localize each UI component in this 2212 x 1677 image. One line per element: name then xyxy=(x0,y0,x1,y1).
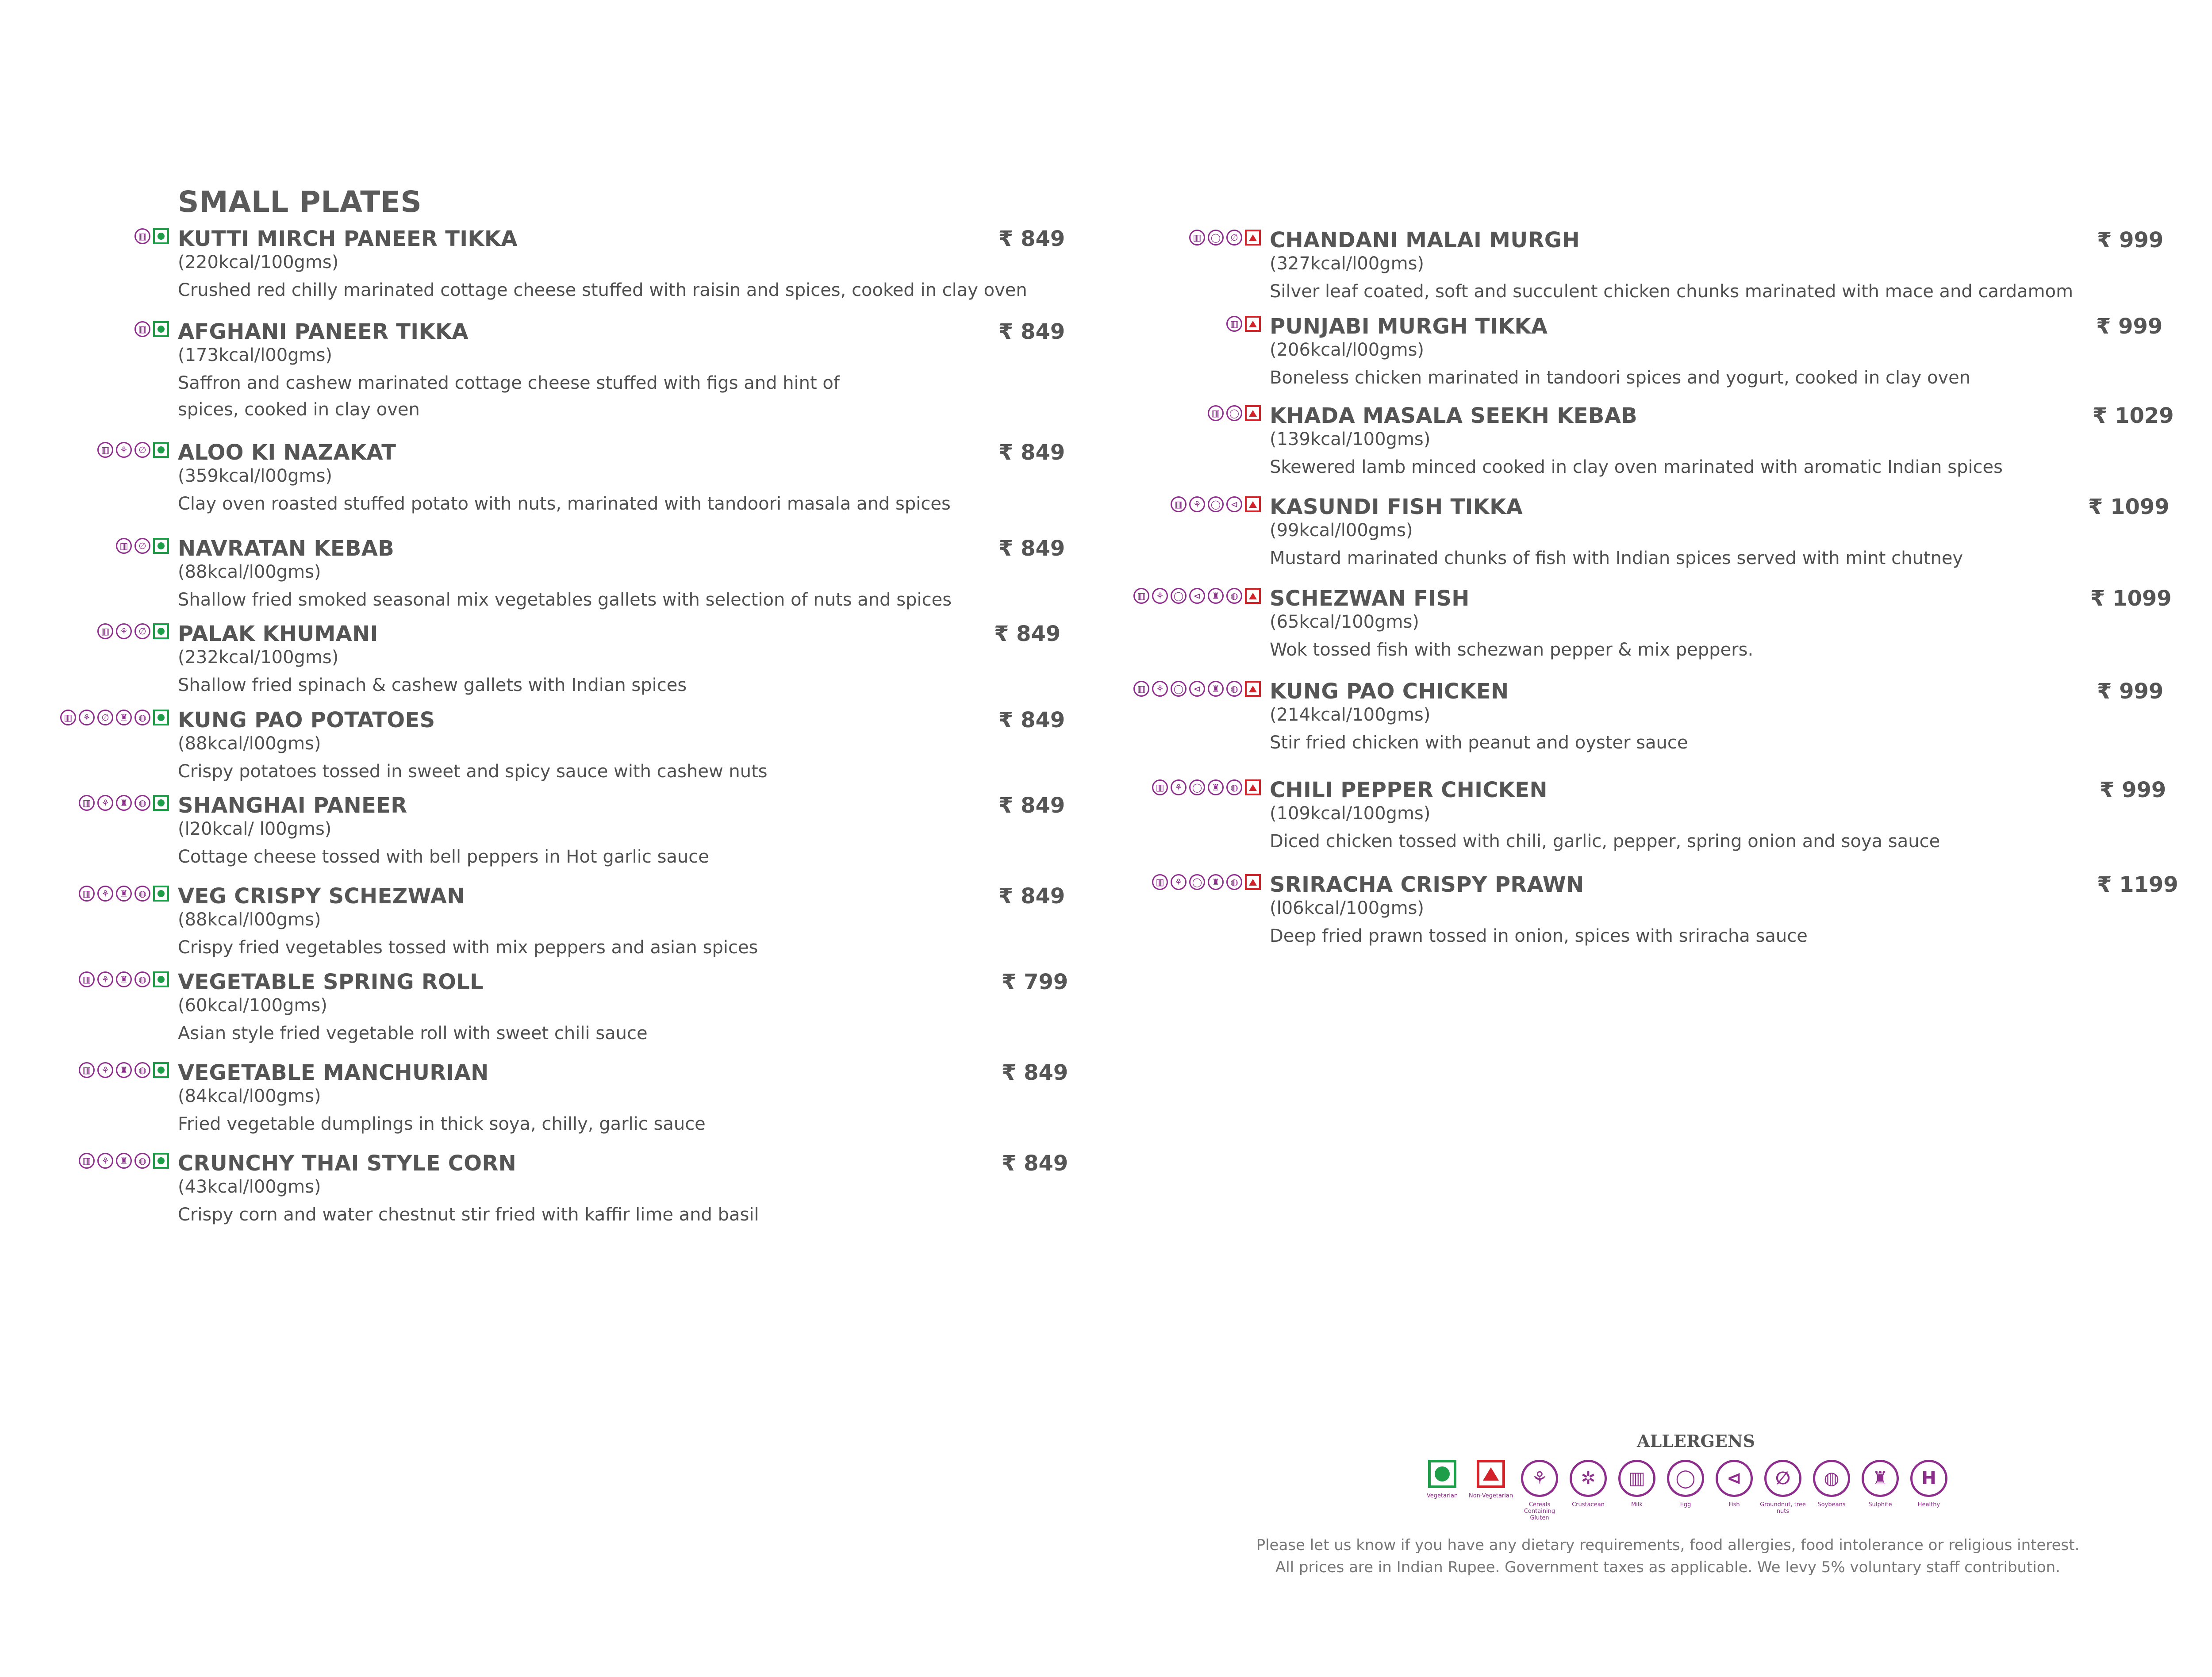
soybeans-icon: ◍ xyxy=(134,886,150,902)
legend-label: Vegetarian xyxy=(1426,1493,1458,1499)
fish-icon: ⊲ xyxy=(1189,681,1205,697)
item-price: ₹ 849 xyxy=(998,536,1065,561)
cereals-icon: ⚘ xyxy=(97,1062,113,1078)
milk-icon: ▥ xyxy=(1189,230,1205,246)
egg-icon: ◯ xyxy=(1667,1460,1704,1497)
item-calories: (206kcal/l00gms) xyxy=(1270,340,1425,360)
item-price: ₹ 1099 xyxy=(2088,495,2170,519)
item-allergen-icons xyxy=(79,1153,169,1169)
item-description: Boneless chicken marinated in tandoori spices and yogurt, cooked in clay oven xyxy=(1270,368,1971,388)
egg-icon: ◯ xyxy=(1189,779,1205,795)
vegetarian-icon xyxy=(153,710,169,725)
milk-icon: ▥ xyxy=(79,1062,95,1078)
non-vegetarian-icon xyxy=(1245,681,1261,697)
legend-item xyxy=(1617,1460,1657,1521)
vegetarian-icon xyxy=(153,971,169,987)
item-calories: (l06kcal/100gms) xyxy=(1270,898,1425,918)
item-description: Clay oven roasted stuffed potato with nuts, marinated with tandoori masala and spices xyxy=(178,494,951,514)
item-allergen-icons xyxy=(1133,681,1261,697)
sulphite-icon: ♜ xyxy=(116,1062,132,1078)
non-vegetarian-icon xyxy=(1245,405,1261,421)
item-name: CHILI PEPPER CHICKEN xyxy=(1270,778,1548,802)
egg-icon: ◯ xyxy=(1189,874,1205,890)
soybeans-icon: ◍ xyxy=(1226,588,1242,604)
milk-icon: ▥ xyxy=(134,228,150,244)
item-name: AFGHANI PANEER TIKKA xyxy=(178,319,469,344)
non-vegetarian-icon xyxy=(1245,316,1261,332)
vegetarian-icon xyxy=(153,538,169,554)
item-allergen-icons xyxy=(1189,230,1261,246)
item-description: Shallow fried smoked seasonal mix vegetables gallets with selection of nuts and spices xyxy=(178,590,952,610)
soybeans-icon: ◍ xyxy=(134,1153,150,1169)
non-vegetarian-icon xyxy=(1477,1460,1505,1488)
legend-item xyxy=(1520,1460,1559,1521)
legend-item xyxy=(1714,1460,1754,1521)
vegetarian-icon xyxy=(153,228,169,244)
legend-label: Groundnut, tree nuts xyxy=(1760,1501,1806,1515)
egg-icon: ◯ xyxy=(1226,405,1242,421)
item-calories: (88kcal/l00gms) xyxy=(178,562,321,582)
item-description: Skewered lamb minced cooked in clay oven marinated with aromatic Indian spices xyxy=(1270,457,2003,477)
item-calories: (139kcal/100gms) xyxy=(1270,429,1431,449)
item-price: ₹ 1199 xyxy=(2097,872,2178,897)
cereals-icon: ⚘ xyxy=(1152,681,1168,697)
legend-label: Milk xyxy=(1631,1501,1643,1508)
milk-icon: ▥ xyxy=(97,442,113,458)
legend-item xyxy=(1568,1460,1608,1521)
item-price: ₹ 849 xyxy=(1002,1060,1068,1085)
section-title: SMALL PLATES xyxy=(178,185,422,219)
footnote-line-2: All prices are in Indian Rupee. Government taxes as applicable. We levy 5% voluntary staff contribution. xyxy=(1275,1558,2061,1576)
item-description: Stir fried chicken with peanut and oyster sauce xyxy=(1270,733,1688,753)
item-calories: (109kcal/100gms) xyxy=(1270,803,1431,824)
legend-label: Sulphite xyxy=(1868,1501,1892,1508)
milk-icon: ▥ xyxy=(134,321,150,337)
item-calories: (l20kcal/ l00gms) xyxy=(178,819,332,839)
milk-icon: ▥ xyxy=(79,886,95,902)
item-description: Cottage cheese tossed with bell peppers in Hot garlic sauce xyxy=(178,847,709,867)
fish-icon: ⊲ xyxy=(1189,588,1205,604)
vegetarian-icon xyxy=(153,321,169,337)
cereals-icon: ⚘ xyxy=(1521,1460,1558,1497)
milk-icon: ▥ xyxy=(79,795,95,811)
item-price: ₹ 999 xyxy=(2096,314,2163,339)
fish-icon: ⊲ xyxy=(1226,496,1242,512)
item-price: ₹ 849 xyxy=(1002,1151,1068,1176)
item-description: Saffron and cashew marinated cottage cheese stuffed with figs and hint of spices, cooked in clay oven xyxy=(178,373,840,420)
milk-icon: ▥ xyxy=(1152,874,1168,890)
item-price: ₹ 849 xyxy=(998,319,1065,344)
footnote xyxy=(1239,1534,2097,1578)
healthy-icon: H xyxy=(1910,1460,1947,1497)
item-name: CRUNCHY THAI STYLE CORN xyxy=(178,1151,517,1176)
legend-label: Crustacean xyxy=(1572,1501,1605,1508)
item-calories: (327kcal/l00gms) xyxy=(1270,253,1425,274)
milk-icon: ▥ xyxy=(1171,496,1187,512)
egg-icon: ◯ xyxy=(1171,588,1187,604)
item-allergen-icons xyxy=(79,1062,169,1078)
item-calories: (65kcal/100gms) xyxy=(1270,612,1419,632)
groundnut-icon: ∅ xyxy=(1764,1460,1801,1497)
groundnut-icon: ∅ xyxy=(134,538,150,554)
cereals-icon: ⚘ xyxy=(1189,496,1205,512)
legend-label: Healthy xyxy=(1917,1501,1940,1508)
item-name: PALAK KHUMANI xyxy=(178,622,378,646)
soybeans-icon: ◍ xyxy=(1226,681,1242,697)
vegetarian-icon xyxy=(153,623,169,639)
item-name: VEGETABLE SPRING ROLL xyxy=(178,970,484,994)
allergens-legend-title: ALLERGENS xyxy=(1637,1431,1755,1451)
item-description: Shallow fried spinach & cashew gallets with Indian spices xyxy=(178,675,687,695)
item-price: ₹ 849 xyxy=(998,226,1065,251)
sulphite-icon: ♜ xyxy=(116,1153,132,1169)
allergens-legend xyxy=(1422,1460,1949,1521)
cereals-icon: ⚘ xyxy=(97,971,113,987)
item-name: ALOO KI NAZAKAT xyxy=(178,440,396,465)
item-name: KUNG PAO CHICKEN xyxy=(1270,679,1509,704)
item-calories: (173kcal/l00gms) xyxy=(178,345,333,365)
sulphite-icon: ♜ xyxy=(116,710,132,725)
legend-item xyxy=(1468,1460,1513,1521)
item-name: VEG CRISPY SCHEZWAN xyxy=(178,884,465,909)
item-calories: (99kcal/l00gms) xyxy=(1270,520,1413,541)
soybeans-icon: ◍ xyxy=(1226,779,1242,795)
cereals-icon: ⚘ xyxy=(79,710,95,725)
item-description: Wok tossed fish with schezwan pepper & mix peppers. xyxy=(1270,640,1754,660)
item-price: ₹ 999 xyxy=(2097,228,2164,253)
soybeans-icon: ◍ xyxy=(1813,1460,1850,1497)
milk-icon: ▥ xyxy=(79,1153,95,1169)
item-allergen-icons xyxy=(134,228,169,244)
item-description: Diced chicken tossed with chili, garlic, pepper, spring onion and soya sauce xyxy=(1270,831,1940,852)
non-vegetarian-icon xyxy=(1245,779,1261,795)
milk-icon: ▥ xyxy=(97,623,113,639)
item-price: ₹ 1029 xyxy=(2093,403,2174,428)
item-allergen-icons xyxy=(1152,779,1261,795)
legend-item xyxy=(1760,1460,1806,1521)
milk-icon: ▥ xyxy=(1208,405,1224,421)
milk-icon: ▥ xyxy=(60,710,76,725)
item-name: SCHEZWAN FISH xyxy=(1270,586,1470,611)
item-price: ₹ 849 xyxy=(998,440,1065,465)
item-calories: (359kcal/l00gms) xyxy=(178,466,333,486)
legend-item xyxy=(1860,1460,1900,1521)
item-allergen-icons xyxy=(79,971,169,987)
item-calories: (220kcal/100gms) xyxy=(178,252,339,272)
item-description: Crispy potatoes tossed in sweet and spicy sauce with cashew nuts xyxy=(178,761,768,782)
sulphite-icon: ♜ xyxy=(1208,874,1224,890)
legend-item xyxy=(1422,1460,1462,1521)
sulphite-icon: ♜ xyxy=(1208,779,1224,795)
legend-item xyxy=(1909,1460,1949,1521)
item-price: ₹ 849 xyxy=(998,708,1065,733)
vegetarian-icon xyxy=(153,1153,169,1169)
non-vegetarian-icon xyxy=(1245,588,1261,604)
item-calories: (88kcal/l00gms) xyxy=(178,909,321,930)
legend-label: Non-Vegetarian xyxy=(1468,1493,1513,1499)
item-name: KHADA MASALA SEEKH KEBAB xyxy=(1270,403,1638,428)
groundnut-icon: ∅ xyxy=(134,442,150,458)
vegetarian-icon xyxy=(153,795,169,811)
sulphite-icon: ♜ xyxy=(1208,588,1224,604)
sulphite-icon: ♜ xyxy=(1208,681,1224,697)
item-calories: (84kcal/l00gms) xyxy=(178,1086,321,1106)
item-allergen-icons xyxy=(97,623,169,639)
sulphite-icon: ♜ xyxy=(116,795,132,811)
fish-icon: ⊲ xyxy=(1716,1460,1753,1497)
item-name: SHANGHAI PANEER xyxy=(178,793,407,818)
milk-icon: ▥ xyxy=(1133,588,1149,604)
item-allergen-icons xyxy=(97,442,169,458)
soybeans-icon: ◍ xyxy=(1226,874,1242,890)
egg-icon: ◯ xyxy=(1208,496,1224,512)
item-price: ₹ 999 xyxy=(2097,679,2164,704)
sulphite-icon: ♜ xyxy=(1862,1460,1899,1497)
egg-icon: ◯ xyxy=(1208,230,1224,246)
item-calories: (214kcal/100gms) xyxy=(1270,705,1431,725)
soybeans-icon: ◍ xyxy=(134,795,150,811)
item-price: ₹ 849 xyxy=(994,622,1061,646)
item-name: PUNJABI MURGH TIKKA xyxy=(1270,314,1548,339)
item-name: KUTTI MIRCH PANEER TIKKA xyxy=(178,226,518,251)
milk-icon: ▥ xyxy=(116,538,132,554)
sulphite-icon: ♜ xyxy=(116,886,132,902)
item-allergen-icons xyxy=(1133,588,1261,604)
item-description: Asian style fried vegetable roll with sweet chili sauce xyxy=(178,1023,648,1044)
milk-icon: ▥ xyxy=(79,971,95,987)
non-vegetarian-icon xyxy=(1245,496,1261,512)
cereals-icon: ⚘ xyxy=(116,623,132,639)
crustacean-icon: ✲ xyxy=(1570,1460,1607,1497)
item-price: ₹ 1099 xyxy=(2090,586,2172,611)
item-price: ₹ 849 xyxy=(998,793,1065,818)
item-calories: (88kcal/l00gms) xyxy=(178,733,321,754)
item-name: CHANDANI MALAI MURGH xyxy=(1270,228,1580,253)
item-name: KASUNDI FISH TIKKA xyxy=(1270,495,1523,519)
item-allergen-icons xyxy=(1208,405,1261,421)
legend-label: Cereals Containing Gluten xyxy=(1524,1501,1555,1521)
non-vegetarian-icon xyxy=(1245,230,1261,246)
item-allergen-icons xyxy=(134,321,169,337)
cereals-icon: ⚘ xyxy=(97,1153,113,1169)
groundnut-icon: ∅ xyxy=(134,623,150,639)
milk-icon: ▥ xyxy=(1133,681,1149,697)
item-calories: (43kcal/l00gms) xyxy=(178,1177,321,1197)
item-price: ₹ 849 xyxy=(998,884,1065,909)
item-description: Crispy corn and water chestnut stir fried with kaffir lime and basil xyxy=(178,1205,759,1225)
item-description: Crispy fried vegetables tossed with mix peppers and asian spices xyxy=(178,937,758,958)
cereals-icon: ⚘ xyxy=(97,795,113,811)
legend-label: Soybeans xyxy=(1817,1501,1846,1508)
item-allergen-icons xyxy=(1152,874,1261,890)
soybeans-icon: ◍ xyxy=(134,710,150,725)
groundnut-icon: ∅ xyxy=(97,710,113,725)
cereals-icon: ⚘ xyxy=(1171,874,1187,890)
item-calories: (232kcal/100gms) xyxy=(178,647,339,668)
item-description: Silver leaf coated, soft and succulent chicken chunks marinated with mace and cardamom xyxy=(1270,281,2074,302)
non-vegetarian-icon xyxy=(1245,874,1261,890)
legend-item xyxy=(1666,1460,1705,1521)
soybeans-icon: ◍ xyxy=(134,1062,150,1078)
item-allergen-icons xyxy=(79,886,169,902)
item-description: Mustard marinated chunks of fish with Indian spices served with mint chutney xyxy=(1270,548,1963,568)
item-name: KUNG PAO POTATOES xyxy=(178,708,435,733)
groundnut-icon: ∅ xyxy=(1226,230,1242,246)
item-allergen-icons xyxy=(1171,496,1261,512)
sulphite-icon: ♜ xyxy=(116,971,132,987)
item-price: ₹ 999 xyxy=(2100,778,2166,802)
milk-icon: ▥ xyxy=(1226,316,1242,332)
item-name: VEGETABLE MANCHURIAN xyxy=(178,1060,489,1085)
item-name: NAVRATAN KEBAB xyxy=(178,536,395,561)
item-description: Deep fried prawn tossed in onion, spices with sriracha sauce xyxy=(1270,926,1808,946)
item-allergen-icons xyxy=(116,538,169,554)
item-description: Fried vegetable dumplings in thick soya, chilly, garlic sauce xyxy=(178,1114,706,1134)
item-allergen-icons xyxy=(1226,316,1261,332)
vegetarian-icon xyxy=(153,1062,169,1078)
cereals-icon: ⚘ xyxy=(97,886,113,902)
item-allergen-icons xyxy=(79,795,169,811)
item-allergen-icons xyxy=(60,710,169,725)
cereals-icon: ⚘ xyxy=(1152,588,1168,604)
legend-label: Egg xyxy=(1680,1501,1691,1508)
item-description: Crushed red chilly marinated cottage cheese stuffed with raisin and spices, cooked in clay oven xyxy=(178,280,1027,300)
footnote-line-1: Please let us know if you have any dietary requirements, food allergies, food intolerance or religious interest. xyxy=(1256,1536,2080,1554)
milk-icon: ▥ xyxy=(1618,1460,1655,1497)
cereals-icon: ⚘ xyxy=(1171,779,1187,795)
legend-label: Fish xyxy=(1728,1501,1740,1508)
item-name: SRIRACHA CRISPY PRAWN xyxy=(1270,872,1584,897)
vegetarian-icon xyxy=(1428,1460,1456,1488)
soybeans-icon: ◍ xyxy=(134,971,150,987)
item-calories: (60kcal/100gms) xyxy=(178,995,327,1016)
egg-icon: ◯ xyxy=(1171,681,1187,697)
cereals-icon: ⚘ xyxy=(116,442,132,458)
item-price: ₹ 799 xyxy=(1002,970,1068,994)
vegetarian-icon xyxy=(153,442,169,458)
vegetarian-icon xyxy=(153,886,169,902)
legend-item xyxy=(1812,1460,1851,1521)
milk-icon: ▥ xyxy=(1152,779,1168,795)
